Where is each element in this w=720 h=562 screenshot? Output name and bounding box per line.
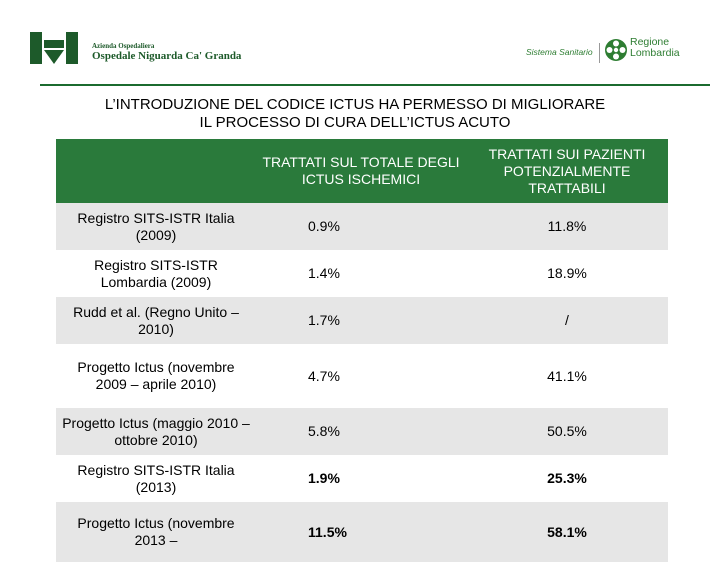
treated-eligible-value: 25.3% <box>547 470 587 486</box>
header-cell-treated-total: TRATTATI SUL TOTALE DEGLI ICTUS ISCHEMICI <box>256 139 466 203</box>
treated-eligible-value: / <box>466 297 668 344</box>
hospital-logo <box>28 28 258 68</box>
hospital-logo-line2: Ospedale Niguarda Ca' Granda <box>92 50 242 62</box>
table-row <box>56 297 668 344</box>
treated-total-value: 1.9% <box>308 470 340 486</box>
study-label: Progetto Ictus (novembre 2009 – aprile 2010) <box>77 359 235 392</box>
treated-total-value: 5.8% <box>256 408 466 455</box>
table-row <box>56 455 668 502</box>
table-row <box>56 344 668 408</box>
slide-title <box>40 96 670 132</box>
lombardy-rose-icon <box>604 38 628 62</box>
study-label: Progetto Ictus (maggio 2010 – ottobre 2010) <box>56 408 256 455</box>
table-row <box>56 250 668 297</box>
treated-total-value: 4.7% <box>308 367 340 384</box>
treated-eligible-value: 58.1% <box>466 502 668 562</box>
table-row <box>56 502 668 562</box>
study-label: Registro SITS-ISTR Lombardia (2009) <box>94 256 218 290</box>
hospital-logo-line1: Azienda Ospedaliera <box>92 42 155 50</box>
header-divider <box>40 84 710 86</box>
study-label: Rudd et al. (Regno Unito – 2010) <box>56 297 256 344</box>
treated-total-value: 0.9% <box>256 203 466 250</box>
region-name-line2: Lombardia <box>630 47 680 59</box>
header-cell-study <box>56 139 256 203</box>
study-label: Progetto Ictus (novembre 2013 – <box>56 502 256 562</box>
region-name <box>630 37 680 59</box>
treated-eligible-value: 50.5% <box>466 408 668 455</box>
treated-eligible-value: 41.1% <box>547 367 587 384</box>
study-label: Registro SITS-ISTR Italia (2009) <box>56 203 256 250</box>
header-cell-treated-eligible: TRATTATI SUI PAZIENTI POTENZIALMENTE TRATTABILI <box>466 139 668 203</box>
region-logo <box>526 28 696 68</box>
treated-total-value: 11.5% <box>256 502 466 562</box>
slide-title-line2: IL PROCESSO DI CURA DELL’ICTUS ACUTO <box>199 114 511 131</box>
niguarda-emblem-icon <box>28 28 88 68</box>
study-label: Registro SITS-ISTR Italia (2013) <box>77 461 235 495</box>
results-table <box>56 139 668 562</box>
region-tagline: Sistema Sanitario <box>526 47 593 57</box>
treated-total-value: 1.4% <box>308 265 340 281</box>
slide-header <box>0 0 720 90</box>
table-row <box>56 408 668 455</box>
treated-eligible-value: 11.8% <box>466 203 668 250</box>
region-logo-divider <box>599 43 600 63</box>
table-header-row <box>56 139 668 203</box>
region-name-line1: Regione <box>630 36 670 48</box>
treated-total-value: 1.7% <box>256 297 466 344</box>
slide-title-line1: L’INTRODUZIONE DEL CODICE ICTUS HA PERMESSO DI MIGLIORARE <box>104 96 606 113</box>
treated-eligible-value: 18.9% <box>547 265 587 281</box>
table-row <box>56 203 668 250</box>
